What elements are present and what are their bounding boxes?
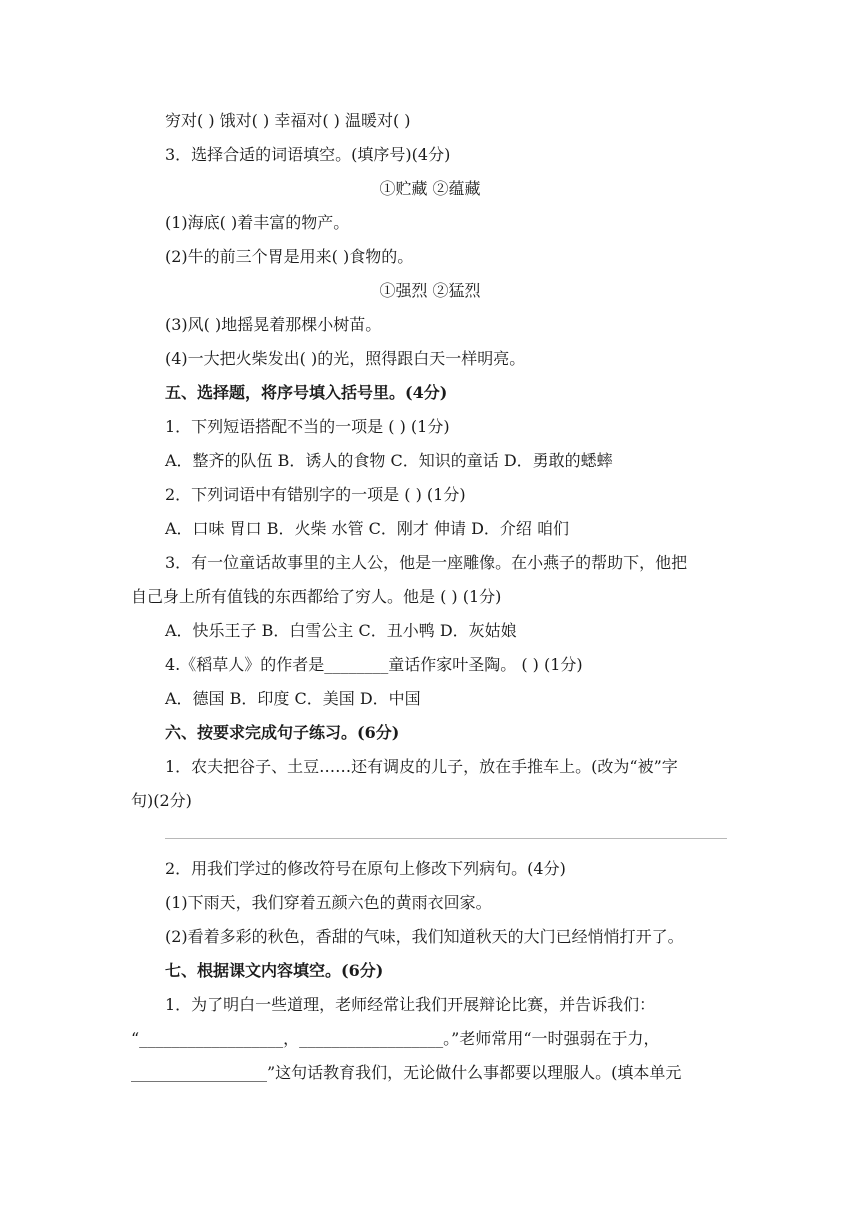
s5-question-3-line-2: 自己身上所有值钱的东西都给了穷人。他是 ( ) (1分) — [131, 587, 502, 606]
section-5-heading: 五、选择题，将序号填入括号里。(4分) — [165, 383, 448, 402]
s6-question-1-line-2: 句)(2分) — [131, 791, 192, 810]
q3-item-1: (1)海底( )着丰富的物产。 — [165, 213, 350, 232]
q3-options-a: ①贮藏 ②蕴藏 — [379, 179, 481, 198]
s5-question-2-options: A．口味 胃口 B．火柴 水管 C．刚才 伸请 D．介绍 咱们 — [165, 519, 569, 538]
section-6-heading: 六、按要求完成句子练习。(6分) — [165, 723, 400, 742]
answer-line[interactable] — [165, 838, 727, 839]
s7-question-1-line-3: _________________”这句话教育我们，无论做什么事都要以理服人。(填本单元 — [131, 1063, 682, 1082]
s7-question-1-line-2: “__________________，__________________。”老师常用“一时强弱在于力， — [131, 1029, 660, 1048]
s6-question-2-item-1: (1)下雨天，我们穿着五颜六色的黄雨衣回家。 — [165, 893, 492, 912]
s5-question-3-line-1: 3．有一位童话故事里的主人公，他是一座雕像。在小燕子的帮助下，他把 — [165, 553, 688, 572]
s6-question-2: 2．用我们学过的修改符号在原句上修改下列病句。(4分) — [165, 859, 566, 878]
q3-item-3: (3)风( )地摇晃着那棵小树苗。 — [165, 315, 382, 334]
s6-question-2-item-2: (2)看着多彩的秋色，香甜的气味，我们知道秋天的大门已经悄悄打开了。 — [165, 927, 684, 946]
s7-question-1-line-1: 1．为了明白一些道理，老师经常让我们开展辩论比赛，并告诉我们： — [165, 995, 656, 1014]
s5-question-4: 4.《稻草人》的作者是________童话作家叶圣陶。 ( ) (1分) — [165, 655, 583, 674]
s5-question-4-options: A．德国 B．印度 C．美国 D．中国 — [165, 689, 421, 708]
q3-options-b: ①强烈 ②猛烈 — [379, 281, 481, 300]
s5-question-1: 1．下列短语搭配不当的一项是 ( ) (1分) — [165, 417, 450, 436]
q3-heading: 3．选择合适的词语填空。(填序号)(4分) — [165, 145, 451, 164]
q3-item-4: (4)一大把火柴发出( )的光，照得跟白天一样明亮。 — [165, 349, 526, 368]
s5-question-3-options: A．快乐王子 B．白雪公主 C．丑小鸭 D．灰姑娘 — [165, 621, 517, 640]
section-7-heading: 七、根据课文内容填空。(6分) — [165, 961, 384, 980]
s6-question-1-line-1: 1．农夫把谷子、土豆……还有调皮的儿子，放在手推车上。(改为“被”字 — [165, 757, 678, 776]
s5-question-1-options: A．整齐的队伍 B．诱人的食物 C．知识的童话 D．勇敢的蟋蟀 — [165, 451, 613, 470]
antonym-fill-line: 穷对( ) 饿对( ) 幸福对( ) 温暖对( ) — [165, 111, 411, 130]
q3-item-2: (2)牛的前三个胃是用来( )食物的。 — [165, 247, 414, 266]
s5-question-2: 2．下列词语中有错别字的一项是 ( ) (1分) — [165, 485, 466, 504]
